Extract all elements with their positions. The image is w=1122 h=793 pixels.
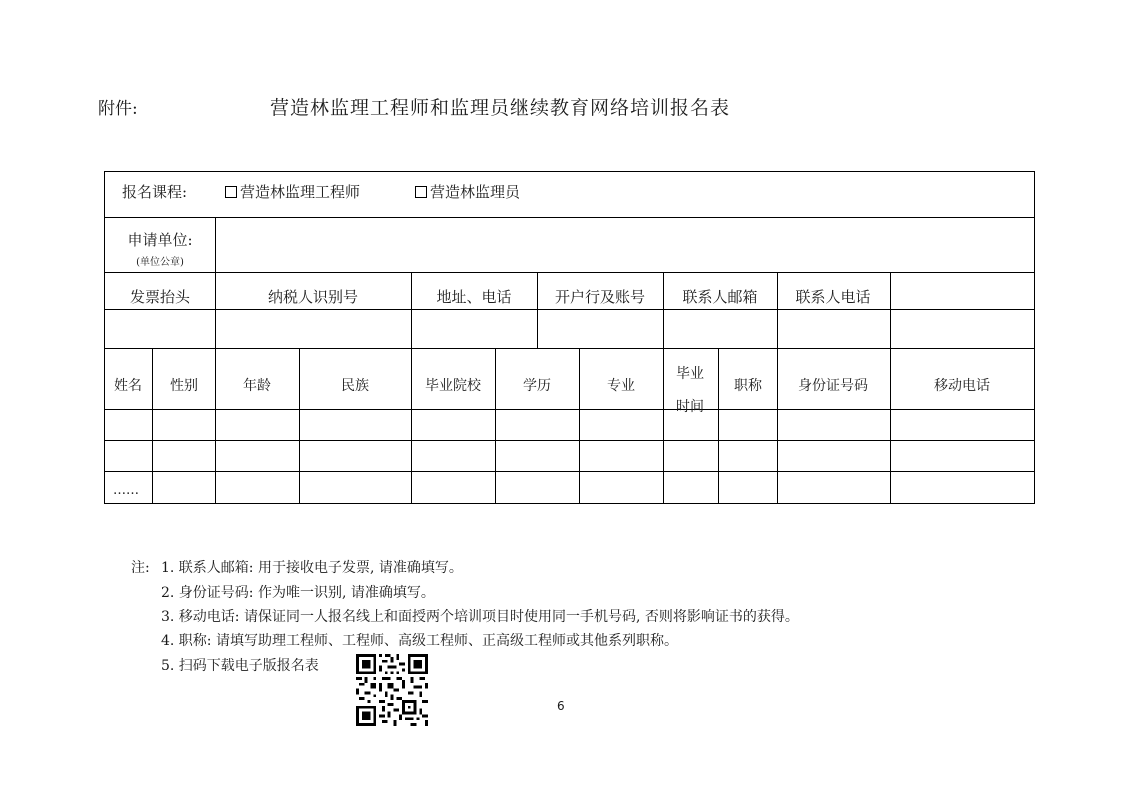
table-rule xyxy=(104,272,1035,273)
table-rule xyxy=(215,272,216,348)
col-header-ethnicity: 民族 xyxy=(341,378,369,394)
table-border-right xyxy=(1034,171,1035,504)
table-border-left xyxy=(104,171,105,504)
table-rule xyxy=(777,348,778,503)
table-rule xyxy=(537,272,538,348)
invoice-header-bank-account: 开户行及账号 xyxy=(554,288,646,306)
applicant-unit-field[interactable] xyxy=(216,218,1034,272)
table-rule xyxy=(411,348,412,503)
more-rows-ellipsis: …… xyxy=(113,483,139,498)
table-rule xyxy=(777,272,778,348)
table-rule xyxy=(890,272,891,348)
table-rule xyxy=(663,348,664,503)
invoice-header-title: 发票抬头 xyxy=(129,288,191,306)
table-rule xyxy=(663,272,664,348)
qr-code-icon[interactable] xyxy=(356,654,428,726)
note-item: 5. 扫码下载电子版报名表 xyxy=(161,658,319,674)
applicant-unit-label: 申请单位: xyxy=(127,231,193,249)
note-item: 3. 移动电话: 请保证同一人报名线上和面授两个培训项目时使用同一手机号码, 否则将影响证书的获得。 xyxy=(161,609,799,625)
invoice-header-contact-email: 联系人邮箱 xyxy=(682,288,758,306)
note-item: 2. 身份证号码: 作为唯一识别, 请准确填写。 xyxy=(161,585,435,601)
col-header-gender: 性别 xyxy=(170,378,198,394)
table-rule xyxy=(104,471,1035,472)
invoice-header-tax-id: 纳税人识别号 xyxy=(267,288,359,306)
attachment-label: 附件: xyxy=(98,99,138,119)
col-header-name: 姓名 xyxy=(114,378,142,394)
checkbox-icon[interactable] xyxy=(225,186,237,198)
table-rule xyxy=(104,309,1035,310)
table-border-bottom xyxy=(104,503,1035,504)
course-option-engineer-label: 营造林监理工程师 xyxy=(240,183,361,201)
table-rule xyxy=(299,348,300,503)
notes-prefix: 注: xyxy=(131,560,150,576)
table-border-top xyxy=(104,171,1035,172)
course-option-engineer[interactable] xyxy=(225,181,360,202)
note-item: 1. 联系人邮箱: 用于接收电子发票, 请准确填写。 xyxy=(161,560,463,576)
col-header-grad-time-line2: 时间 xyxy=(676,399,704,415)
table-rule xyxy=(411,272,412,348)
invoice-header-contact-phone: 联系人电话 xyxy=(795,288,871,306)
table-rule xyxy=(718,348,719,503)
page-title: 营造林监理工程师和监理员继续教育网络培训报名表 xyxy=(270,97,731,119)
col-header-education: 学历 xyxy=(523,378,551,394)
page-number: 6 xyxy=(557,699,565,713)
course-option-supervisor[interactable] xyxy=(415,181,520,202)
col-header-mobile: 移动电话 xyxy=(934,378,990,394)
table-rule xyxy=(104,440,1035,441)
table-rule xyxy=(104,348,1035,349)
col-header-school: 毕业院校 xyxy=(425,378,481,394)
invoice-header-address-phone: 地址、电话 xyxy=(436,288,512,306)
col-header-title: 职称 xyxy=(734,378,762,394)
table-rule xyxy=(104,409,1035,410)
course-label: 报名课程: xyxy=(122,183,188,201)
col-header-age: 年龄 xyxy=(243,378,271,394)
applicant-unit-note: (单位公章) xyxy=(136,257,184,268)
checkbox-icon[interactable] xyxy=(415,186,427,198)
col-header-id-number: 身份证号码 xyxy=(798,378,868,394)
table-rule xyxy=(495,348,496,503)
note-item: 4. 职称: 请填写助理工程师、工程师、高级工程师、正高级工程师或其他系列职称。 xyxy=(161,633,678,649)
col-header-major: 专业 xyxy=(607,378,635,394)
table-rule xyxy=(579,348,580,503)
course-option-supervisor-label: 营造林监理员 xyxy=(430,183,521,201)
col-header-grad-time-line1: 毕业 xyxy=(676,366,704,382)
table-rule xyxy=(215,348,216,503)
table-rule xyxy=(152,348,153,503)
table-rule xyxy=(890,348,891,503)
